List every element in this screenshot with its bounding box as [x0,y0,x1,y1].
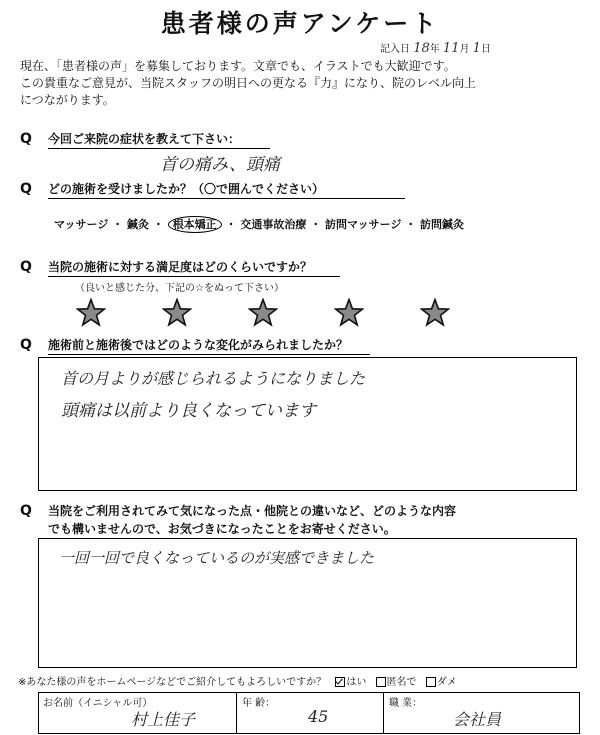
option-massage[interactable]: マッサージ [54,218,109,231]
question-feedback-line2 [48,520,398,537]
page-title: 患者様の声アンケート [160,9,440,38]
entry-date [380,40,491,56]
date-month[interactable]: 11 [442,41,460,56]
q-mark: Q [20,131,32,147]
respondent-info-table [38,692,580,734]
question-change [20,336,370,353]
question-satisfaction [20,258,340,275]
underline [48,198,405,199]
answer-box-change[interactable] [38,357,577,491]
question-label: 当院をご利用されてみて気になった点・他院との違いなど、どのような内容 [48,504,457,518]
star-icon[interactable] [162,298,192,328]
answer-feedback: 一回一回で良くなっているのが実感できました [59,549,375,567]
consent-no-checkbox[interactable] [426,677,436,687]
intro-text [20,58,580,109]
job-cell[interactable] [385,693,577,733]
answer-change-line: 首の月よりが感じられるようになりました [61,369,366,388]
date-year-unit: 年 [429,44,440,55]
q-mark: Q [20,259,32,275]
option-root-correction[interactable]: 根本矯正 [168,216,222,233]
consent-row [18,673,457,688]
intro-line: 現在、「患者様の声」を募集しております。文章でも、イラストでも大歓迎です。 [20,59,456,73]
q-mark: Q [20,181,32,197]
question-feedback [20,502,580,519]
option-traffic-accident[interactable]: 交通事故治療 [240,218,307,231]
answer-change-line: 頭痛は以前より良くなっています [61,401,316,421]
date-label: 記入日 [380,44,410,55]
job-label: 職 業： [389,698,423,709]
option-visit-massage[interactable]: 訪問マッサージ [325,218,402,231]
consent-yes-label: はい [346,677,367,688]
consent-no-label: ダメ [436,677,457,688]
intro-line: につながります。 [20,93,115,107]
consent-question: ※あなた様の声をホームページなどでご紹介してもよろしいですか？ [18,677,327,688]
star-icon[interactable] [334,298,364,328]
question-label: 施術前と施術後ではどのような変化がみられましたか？ [48,338,349,352]
job-value: 会社員 [453,710,502,729]
age-cell[interactable] [238,693,384,733]
q-mark: Q [20,503,32,519]
question-label: どの施術を受けましたか？（〇で囲んでください） [48,182,325,196]
star-icon[interactable] [420,298,450,328]
star-icon[interactable] [76,298,106,328]
star-icon[interactable] [248,298,278,328]
consent-anonymous-label: 匿名で [386,677,417,688]
name-cell[interactable] [39,693,237,733]
option-acupuncture[interactable]: 鍼灸 [127,218,150,231]
star-rating[interactable] [76,298,456,332]
satisfaction-instruction: （良いと感じた分、下記の☆をぬって下さい） [75,283,284,294]
underline [48,354,370,355]
age-value: 45 [308,707,329,726]
underline [48,276,340,277]
date-year[interactable]: 18 [413,41,430,56]
underline [48,148,270,149]
treatment-options: マッサージ ・ 鍼灸 ・ 根本矯正 ・ 交通事故治療 ・ 訪問マッサージ ・ 訪問鍼灸 [54,218,465,231]
question-treatment [20,180,405,197]
name-label: お名前（イニシャル可） [43,698,153,709]
consent-yes-checkbox[interactable] [335,677,345,687]
question-symptoms [20,130,270,147]
question-label: 当院の施術に対する満足度はどのくらいですか？ [48,260,313,274]
age-label: 年 齢： [242,698,276,709]
name-value: 村上佳子 [131,710,196,729]
answer-symptoms[interactable]: 首の痛み、頭痛 [160,155,281,175]
date-day[interactable]: 1 [472,41,481,56]
intro-line: この貴重なご意見が、当院スタッフの明日への更なる『力』になり、院のレベル向上 [20,76,477,90]
question-label: でも構いませんので、お気づきになったことをお寄せください。 [48,522,396,536]
consent-anonymous-checkbox[interactable] [376,677,386,687]
date-month-unit: 月 [459,44,470,55]
answer-box-feedback[interactable] [38,538,577,668]
date-day-unit: 日 [480,44,491,55]
q-mark: Q [20,337,32,353]
option-visit-acupuncture[interactable]: 訪問鍼灸 [420,218,465,231]
question-label: 今回ご来院の症状を教えて下さい： [48,132,241,146]
